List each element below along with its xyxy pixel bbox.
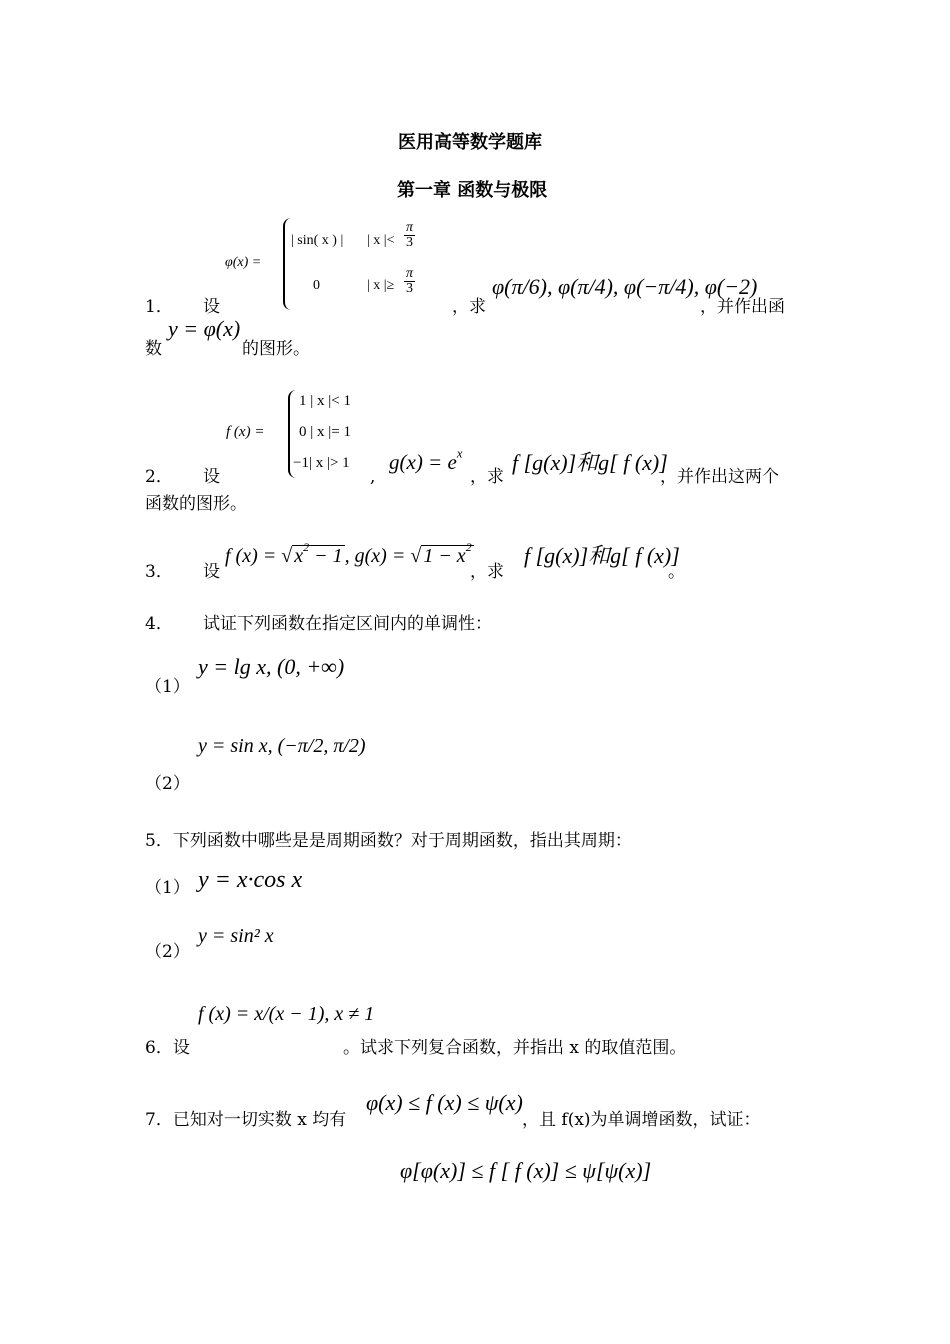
q2-line2: 函数的图形。 xyxy=(145,494,247,514)
q2-ask: f [g(x)]和g[ f (x)] xyxy=(512,450,668,475)
q1-line2-a: 数 xyxy=(145,339,162,359)
q1-case2-frac: $\frac{\pi}{3}$ xyxy=(406,266,414,296)
q1-case1-frac: $\frac{\pi}{3}$ xyxy=(406,220,414,250)
q2-case1: 1 | x |< 1 xyxy=(299,393,351,409)
q3-qiu: ，求 xyxy=(470,562,504,582)
q1-number: 1． xyxy=(145,297,173,317)
q7-prefix: 7．已知对一切实数 x 均有 xyxy=(145,1110,347,1130)
q5-part1-formula: y = x·cos x xyxy=(198,867,303,893)
q6-text: 。试求下列复合函数，并指出 x 的取值范围。 xyxy=(343,1038,687,1058)
q1-case2-cond: | x |≥ xyxy=(367,278,395,293)
q7-text: ，且 f(x)为单调增函数，试证： xyxy=(522,1110,761,1130)
q3-ask: f [g(x)]和g[ f (x)] xyxy=(524,543,680,568)
q5-part1-label: （1） xyxy=(145,878,190,898)
page-title: 医用高等数学题库 xyxy=(398,132,542,153)
chapter-title: 第一章 函数与极限 xyxy=(397,180,548,201)
q3-number: 3． xyxy=(145,562,173,582)
q2-number: 2． xyxy=(145,467,173,487)
q1-qiu: ，求 xyxy=(452,297,486,317)
q3-formula: f (x) = √ $x^2 - 1$ , g(x) = √ $1 - x^2$ xyxy=(225,540,472,567)
q4-number: 4． xyxy=(145,614,173,634)
q6-prefix: 6．设 xyxy=(145,1038,190,1058)
q1-lhs: φ(x) = xyxy=(225,255,262,270)
q4-part1-label: （1） xyxy=(145,677,190,697)
q3-she: 设 xyxy=(203,562,220,582)
q4-text: 试证下列函数在指定区间内的单调性： xyxy=(203,614,492,634)
q5-text: 5．下列函数中哪些是是周期函数？对于周期函数，指出其周期： xyxy=(145,831,632,851)
q1-line2-b: 的图形。 xyxy=(242,339,310,359)
q5-part2-formula: y = sin² x xyxy=(198,925,274,947)
q1-case1-cond: | x |< xyxy=(367,233,395,248)
q2-tail: ，并作出这两个 xyxy=(660,467,779,487)
q1-she: 设 xyxy=(203,297,220,317)
q4-part2-formula: y = sin x, (−π/2, π/2) xyxy=(198,735,366,757)
q2-comma: , xyxy=(370,467,376,487)
q1-tail: ，并作出函 xyxy=(700,297,785,317)
q2-g: $g(x) = e^x$ xyxy=(389,446,463,474)
q3-end: 。 xyxy=(668,562,685,582)
q2-case3: −1| x |> 1 xyxy=(293,455,350,471)
q2-lhs: f (x) = xyxy=(226,424,265,440)
q2-she: 设 xyxy=(203,467,220,487)
q2-qiu: ，求 xyxy=(470,467,504,487)
q4-part2-label: （2） xyxy=(145,774,190,794)
q5-part2-label: （2） xyxy=(145,942,190,962)
q1-brace xyxy=(283,218,293,310)
q4-part1-formula: y = lg x, (0, +∞) xyxy=(198,654,345,679)
q1-case1-expr: | sin( x ) | xyxy=(291,233,344,248)
q6-formula: f (x) = x/(x − 1), x ≠ 1 xyxy=(198,1003,375,1025)
q7-formula: φ(x) ≤ f (x) ≤ ψ(x) xyxy=(366,1090,523,1115)
q1-case2-expr: 0 xyxy=(313,278,320,293)
q1-line2-formula: y = φ(x) xyxy=(168,316,241,341)
q2-case2: 0 | x |= 1 xyxy=(299,424,351,440)
q7-result: φ[φ(x)] ≤ f [ f (x)] ≤ ψ[ψ(x)] xyxy=(400,1158,652,1183)
q1-values: φ(π/6), φ(π/4), φ(−π/4), φ(−2) xyxy=(492,274,758,299)
